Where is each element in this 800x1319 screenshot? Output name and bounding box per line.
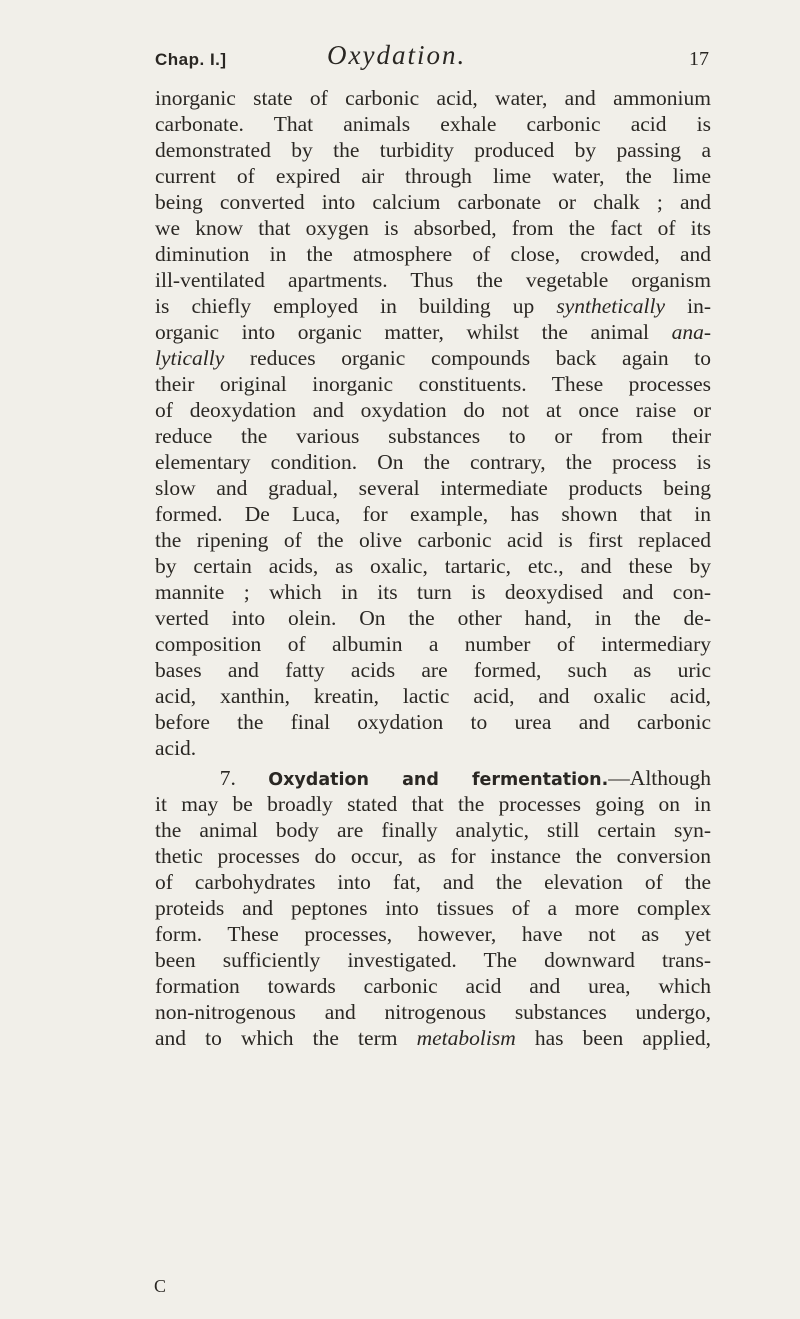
running-header [155,40,711,80]
italic-term: lytically [155,346,225,370]
text-line: their original inorganic constituents. These processes [155,372,711,396]
text-line: proteids and peptones into tissues of a more complex [155,896,711,920]
text-line: form. These processes, however, have not as yet [155,922,711,946]
section-number: 7. [219,766,236,790]
text-line: by certain acids, as oxalic, tartaric, etc., and these by [155,554,711,578]
italic-term: ana- [671,320,712,344]
text-line: before the final oxydation to urea and carbonic [155,710,711,734]
text-line: formation towards carbonic acid and urea, which [155,974,711,998]
text-line: slow and gradual, several intermediate products being [155,476,711,500]
italic-term: metabolism [416,1026,516,1050]
text-segment: is chiefly employed in building up [155,294,535,318]
text-line: being converted into calcium carbonate or chalk ; and [155,190,711,214]
text-segment: organic into organic matter, whilst the animal [155,320,649,344]
text-segment: reduces organic compounds back again to [249,346,711,370]
text-line: thetic processes do occur, as for instance the conversion [155,844,711,868]
text-segment: has been applied, [534,1026,712,1050]
text-line: demonstrated by the turbidity produced by passing a [155,138,711,162]
chapter-label: Chap. I.] [155,50,227,69]
text-line [155,345,711,371]
text-segment: in- [687,294,711,318]
text-line: acid, xanthin, kreatin, lactic acid, and oxalic acid, [155,684,711,708]
text-line: it may be broadly stated that the processes going on in [155,792,711,816]
text-line: mannite ; which in its turn is deoxydised and con- [155,580,711,604]
text-line [155,1025,711,1051]
text-line: verted into olein. On the other hand, in the de- [155,606,711,630]
text-line: acid. [155,736,197,760]
text-line: been sufficiently investigated. The downward trans- [155,948,711,972]
text-line: inorganic state of carbonic acid, water, and ammonium [155,86,711,110]
text-line: ill-ventilated apartments. Thus the vegetable organism [155,268,711,292]
text-line: non-nitrogenous and nitrogenous substances undergo, [155,1000,711,1024]
running-title: Oxydation. [327,40,467,70]
page-number: 17 [689,48,709,70]
text-segment: and to which the term [155,1026,398,1050]
text-line: bases and fatty acids are formed, such as uric [155,658,711,682]
section-heading-line [155,765,711,791]
text-line: the ripening of the olive carbonic acid is first replaced [155,528,711,552]
section-oxydation-fermentation [155,765,711,1051]
text-line: we know that oxygen is absorbed, from the fact of its [155,216,711,240]
italic-term: synthetically [556,294,665,318]
text-line: the animal body are finally analytic, still certain syn- [155,818,711,842]
text-line: formed. De Luca, for example, has shown that in [155,502,711,526]
text-line [155,319,711,345]
text-line: reduce the various substances to or from their [155,424,711,448]
text-line: composition of albumin a number of intermediary [155,632,711,656]
text-line: of deoxydation and oxydation do not at once raise or [155,398,711,422]
text-line: of carbohydrates into fat, and the elevation of the [155,870,711,894]
text-line: diminution in the atmosphere of close, crowded, and [155,242,711,266]
text-line: current of expired air through lime water, the lime [155,164,711,188]
text-segment: —Although [608,766,712,790]
text-line [155,293,711,319]
signature-mark: C [154,1276,167,1296]
section-heading: Oxydation and fermentation. [268,770,609,790]
text-line: carbonate. That animals exhale carbonic acid is [155,112,711,136]
paragraph-oxydation-processes [155,85,711,761]
text-line: elementary condition. On the contrary, the process is [155,450,711,474]
